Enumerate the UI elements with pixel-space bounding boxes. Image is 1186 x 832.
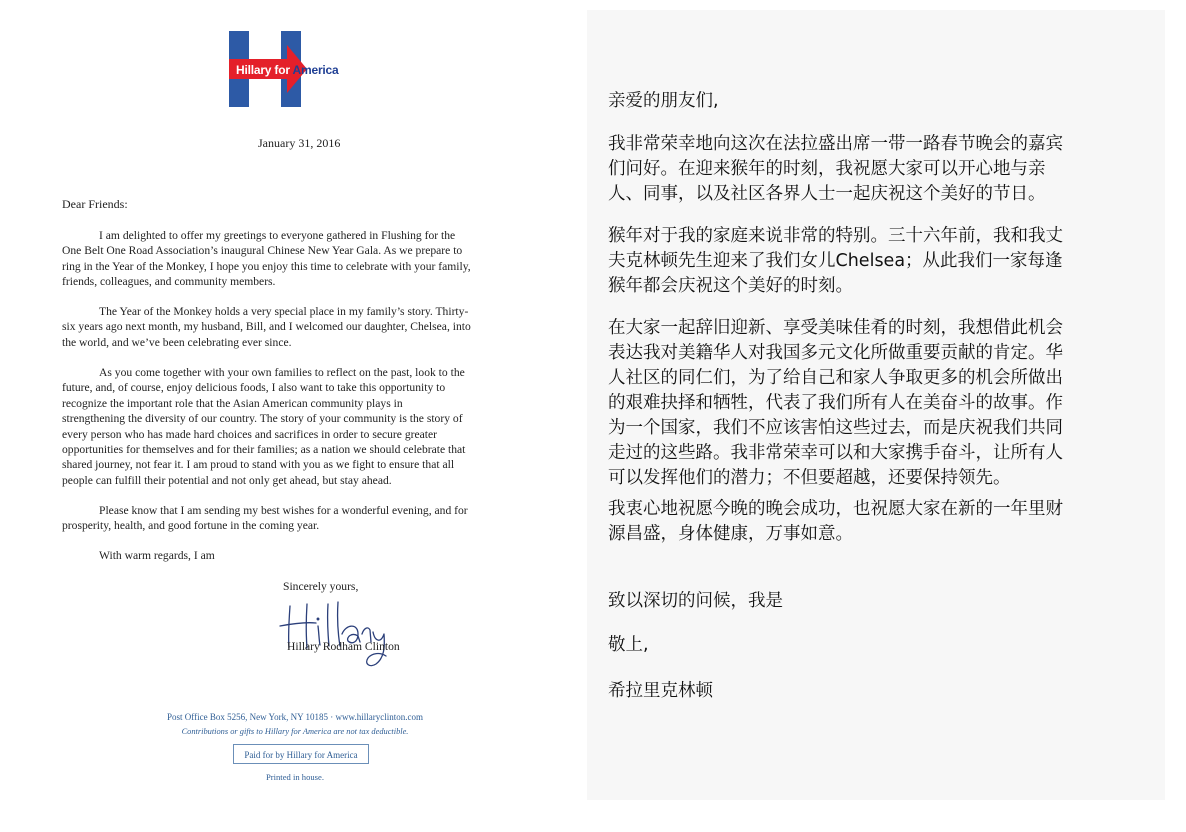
paragraph-line: shared journey, not fear it. I am proud to stand with you as we fight to ensure that all (62, 458, 455, 472)
zh-line: 人、同事，以及社区各界人士一起庆祝这个美好的节日。 (608, 184, 1046, 204)
zh-line: 的艰难抉择和牺牲，代表了我们所有人在美奋斗的故事。作 (608, 393, 1063, 413)
paragraph-line: I am delighted to offer my greetings to everyone gathered in Flushing for the (99, 229, 456, 242)
paragraph-line: recognize the important role that the Asian American community plays in (62, 396, 403, 410)
paragraph-line: the world, and we’ve been celebrating ever since. (62, 335, 292, 349)
logo-text-accent: America (292, 63, 339, 77)
paragraph-line: six years ago next month, my husband, Bill, and I welcomed our daughter, Chelsea, into (62, 320, 471, 334)
closing-line: With warm regards, I am (99, 549, 215, 562)
salutation: Dear Friends: (62, 197, 128, 211)
hillary-for-america-logo (229, 31, 379, 107)
zh-line: 我衷心地祝愿今晚的晚会成功，也祝愿大家在新的一年里财 (608, 499, 1063, 519)
paragraph-line: Please know that I am sending my best wishes for a wonderful evening, and for (99, 504, 468, 517)
paragraph-line: strengthening the diversity of our country. The story of your community is the story of (62, 412, 463, 426)
paragraph-line: friends, colleagues, and community members. (62, 275, 276, 289)
zh-line: 走过的这些路。我非常荣幸可以和大家携手奋斗，让所有人 (608, 443, 1063, 463)
zh-respect: 敬上, (608, 635, 649, 655)
zh-paragraph-1 (608, 132, 1063, 207)
paragraph-line: ring in the Year of the Monkey, I hope you enjoy this time to celebrate with your family, (62, 259, 471, 273)
english-letter-page (0, 0, 590, 832)
zh-line: 在大家一起辞旧迎新、享受美味佳肴的时刻，我想借此机会 (608, 318, 1063, 338)
paragraph-line: people can fulfill their potential and not only get ahead, but stay ahead. (62, 473, 392, 487)
footer-printed: Printed in house. (265, 772, 324, 782)
paragraph-line: As you come together with your own families to reflect on the past, look to the (99, 366, 465, 379)
zh-paragraph-4 (608, 497, 1063, 547)
paragraph-4 (62, 503, 546, 534)
sincerely-line: Sincerely yours, (283, 580, 359, 593)
letter-date: January 31, 2016 (258, 136, 341, 150)
paid-for-box: Paid for by Hillary for America (233, 744, 369, 764)
footer-tax-note: Contributions or gifts to Hillary for America are not tax deductible. (181, 727, 409, 736)
handwritten-signature (276, 590, 406, 670)
paragraph-2 (62, 304, 546, 350)
zh-line: 猴年对于我的家庭来说非常的特别。三十六年前，我和我丈 (608, 226, 1063, 246)
zh-line: 们问好。在迎来猴年的时刻，我祝愿大家可以开心地与亲 (608, 159, 1046, 179)
zh-line: 表达我对美籍华人对我国多元文化所做重要贡献的肯定。华 (608, 343, 1063, 363)
paragraph-line: opportunities for themselves and for their families; as a nation we should celebrate that (62, 443, 466, 457)
zh-line: 可以发挥他们的潜力；不但要超越，还要保持领先。 (608, 468, 1011, 488)
zh-line: 夫克林顿先生迎来了我们女儿Chelsea；从此我们一家每逢 (608, 251, 1063, 271)
paragraph-line: future, and, of course, enjoy delicious foods, I also want to take this opportunity to (62, 381, 446, 395)
signer-name: Hillary Rodham Clinton (287, 640, 400, 653)
paragraph-line: The Year of the Monkey holds a very special place in my family’s story. Thirty- (99, 305, 469, 318)
logo-text-main: Hillary for (236, 63, 290, 77)
paragraph-1 (62, 228, 546, 290)
logo-wordmark (236, 63, 339, 77)
zh-signer: 希拉里克林顿 (608, 681, 713, 701)
paragraph-3 (62, 365, 546, 488)
zh-greeting: 亲爱的朋友们, (608, 91, 719, 111)
zh-paragraph-2 (608, 224, 1063, 299)
zh-line: 为一个国家，我们不应该害怕这些过去，而是庆祝我们共同 (608, 418, 1063, 438)
zh-line: 人社区的同仁们，为了给自己和家人争取更多的机会所做出 (608, 368, 1063, 388)
zh-line: 我非常荣幸地向这次在法拉盛出席一带一路春节晚会的嘉宾 (608, 134, 1063, 154)
zh-line: 猴年都会庆祝这个美好的时刻。 (608, 276, 853, 296)
footer-address: Post Office Box 5256, New York, NY 10185 · www.hillaryclinton.com (167, 712, 423, 722)
zh-paragraph-3 (608, 316, 1063, 491)
zh-line: 源昌盛，身体健康，万事如意。 (608, 524, 853, 544)
paragraph-line: prosperity, health, and good fortune in the coming year. (62, 519, 320, 533)
zh-closing: 致以深切的问候，我是 (608, 591, 783, 611)
paragraph-line: every person who has made hard choices and sacrifices in order to secure greater (62, 427, 438, 441)
paragraph-line: One Belt One Road Association’s inaugural Chinese New Year Gala. As we prepare to (62, 244, 463, 258)
